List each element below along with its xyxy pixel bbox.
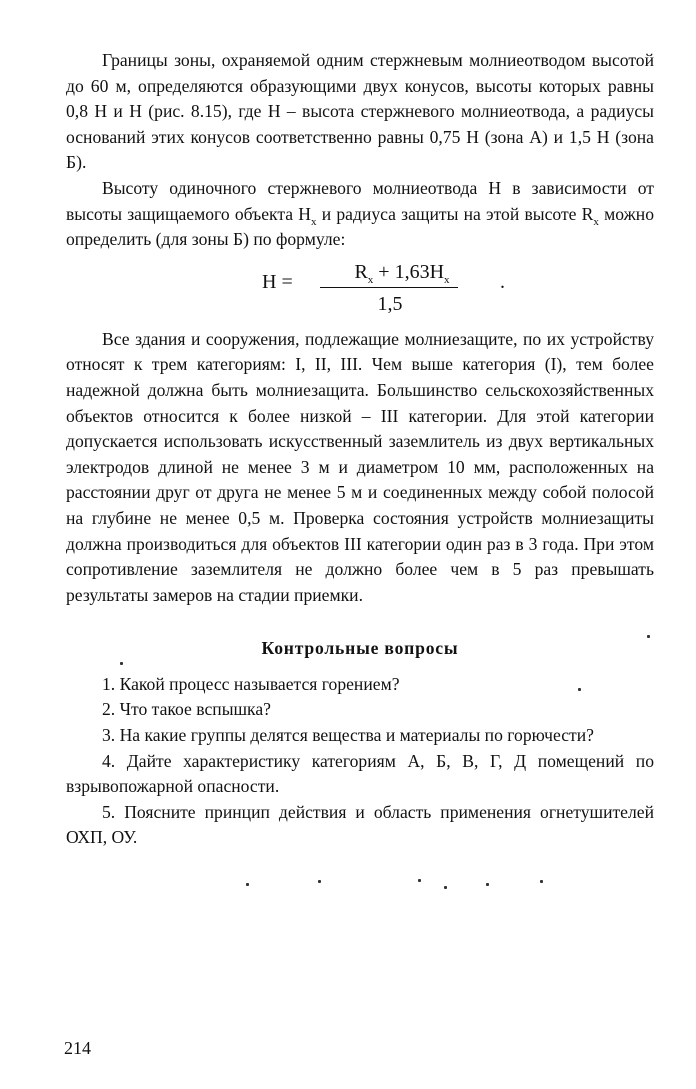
scan-speck bbox=[540, 880, 543, 883]
formula-denominator: 1,5 bbox=[377, 293, 403, 316]
question-item: 1. Какой процесс называется горением? bbox=[102, 673, 400, 694]
text-fragment: и радиуса защиты на этой высоте R bbox=[316, 203, 594, 224]
scan-speck bbox=[418, 879, 421, 882]
numerator-r: R bbox=[354, 260, 368, 283]
text-fragment: можно определить (для зоны Б) по формуле: bbox=[66, 203, 654, 250]
question-item: 4. Дайте характеристику категориям А, Б, В, Г, Д помещений по взрывопожарной опасности. bbox=[66, 750, 654, 797]
scan-speck bbox=[120, 662, 123, 665]
scan-speck bbox=[444, 886, 447, 889]
subscript: x bbox=[367, 273, 374, 286]
page-body bbox=[66, 48, 654, 851]
formula-lhs: H = bbox=[262, 270, 293, 293]
subscript: x bbox=[311, 215, 317, 228]
paragraph-categories: Все здания и сооружения, подлежащие молниезащите, по их устройству относят к трем категориям: I, II, III. Чем выше категория (I), тем более надежной должна быть молниезащита. Большинство сельскохозяйственных объектов относится к более низкой – III категории. Для этой категории допускается использовать искусственный заземлитель из двух вертикальных электродов длиной не менее 3 м и диаметром 10 мм, расположенных на расстоянии друг от друга не менее 5 м и соединенных между собой полосой на глубине не менее 0,5 м. Проверка состояния устройств молниезащиты должна производиться для объектов III категории один раз в 3 года. При этом сопротивление заземлителя не должно более чем в 5 раз превышать результаты замеров на стадии приемки. bbox=[66, 328, 654, 605]
question-item: 5. Поясните принцип действия и область применения огнетушителей ОХП, ОУ. bbox=[66, 801, 654, 848]
paragraph-lightning-zone: Границы зоны, охраняемой одним стержневым молниеотводом высотой до 60 м, определяются образующими двух конусов, высоты которых равны 0,8 Н и Н (рис. 8.15), где Н – высота стержневого молниеотвода, а радиусы оснований этих конусов соответственно равны 0,75 Н (зона А) и 1,5 Н (зона Б). bbox=[66, 50, 654, 173]
numerator-h-term: + 1,63H bbox=[373, 260, 445, 283]
formula-period: . bbox=[500, 270, 505, 293]
scan-speck bbox=[246, 883, 249, 886]
text-fragment: Высоту одиночного стержневого молниеотвода Н в зависимости от высоты защищаемого объекта Н bbox=[66, 177, 654, 224]
question-item: 3. На какие группы делятся вещества и материалы по горючести? bbox=[102, 725, 594, 746]
height-formula bbox=[66, 259, 654, 321]
subscript: x bbox=[593, 215, 599, 228]
section-heading: Контрольные вопросы bbox=[261, 638, 459, 659]
subscript: x bbox=[444, 273, 450, 286]
paragraph-formula-intro bbox=[66, 176, 654, 253]
scan-speck bbox=[318, 880, 321, 883]
fraction-bar bbox=[320, 287, 458, 288]
scan-speck bbox=[578, 688, 581, 691]
scan-speck bbox=[486, 883, 489, 886]
scan-speck bbox=[647, 635, 650, 638]
formula-fraction bbox=[302, 259, 502, 316]
formula-numerator bbox=[302, 259, 502, 285]
page-number: 214 bbox=[64, 1038, 91, 1058]
question-item: 2. Что такое вспышка? bbox=[102, 699, 271, 720]
